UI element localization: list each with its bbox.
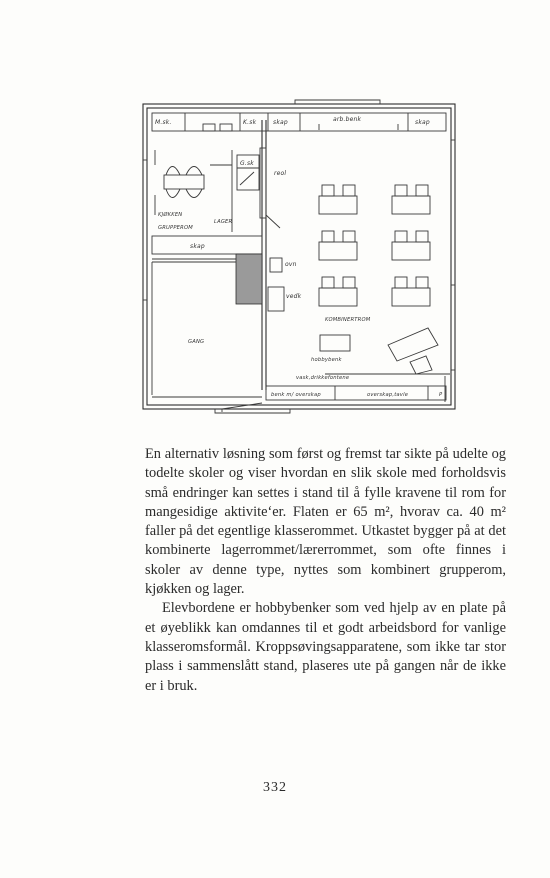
label-grupperom: GRUPPEROM (158, 225, 193, 231)
label-hobbybenk: hobbybenk (311, 357, 342, 363)
label-ksk: K.sk (243, 119, 257, 126)
teacher-desk (388, 328, 438, 361)
wall-bump-top (295, 100, 380, 104)
stove (270, 258, 282, 272)
label-lager: LAGER (214, 219, 233, 225)
hobby-bench (320, 335, 350, 351)
label-ovn: ovn (285, 261, 297, 268)
label-skap-top-right: skap (415, 119, 430, 126)
label-skap-mid: skap (190, 243, 205, 250)
skap-middle (152, 236, 262, 254)
label-benk-overskap: benk m/ overskap (271, 392, 321, 398)
label-kjokken: KJØKKEN (158, 212, 183, 218)
paragraph-1: En alternativ løsning som først og fremst tar sikte på udelte og todelte skoler og viser hvordan en slik skole med forholdsvis små endringer kan settes i stand til å fylle kravene til rom for mangesidige aktivite‘er. Flaten er 65 m², hvorav ca. 40 m² faller på det egentlige klasserommet. Utkastet bygger på at det kombinerte lagerrommet/lærerrommet, som ofte finnes i skoler av denne type, nyttes som kombinert grupperom, kjøkken og lager. (145, 446, 506, 598)
wall-bump-bottom (215, 409, 290, 413)
paragraph-2: Elevbordene er hobbybenker som ved hjelp av en plate på et øyeblikk kan omdannes til et godt arbeidsbord for vanlige klasseromsformål. Kroppsøvingsapparatene, som ikke tar stor plass i sammenslått stand, plaseres ute på gangen når de ikke er i bruk. (145, 600, 506, 694)
label-kombinertrom: KOMBINERTROM (325, 317, 371, 323)
page-number: 332 (263, 780, 287, 795)
top-counter (152, 113, 446, 131)
inner-wall (147, 108, 451, 405)
kitchen-table (164, 175, 204, 189)
label-skap-top: skap (273, 119, 288, 126)
label-reol: reol (274, 170, 287, 177)
label-vask: vask,drikkefontene (296, 375, 350, 381)
label-arb-benk: arb.benk (333, 116, 362, 123)
wood-box (268, 287, 284, 311)
chimney (236, 254, 262, 304)
desks (319, 185, 430, 306)
label-g-sk: G.sk (240, 160, 254, 167)
door-swing-bottom (222, 403, 262, 409)
label-overskap-tavle: overskap,tavle (367, 392, 409, 398)
label-msk: M.sk. (155, 119, 172, 126)
outer-wall (143, 104, 455, 409)
reol (260, 148, 266, 218)
label-p: P (439, 392, 443, 398)
body-text (145, 445, 506, 696)
label-gang: GANG (188, 339, 205, 345)
label-vedk: vedk (286, 293, 302, 300)
